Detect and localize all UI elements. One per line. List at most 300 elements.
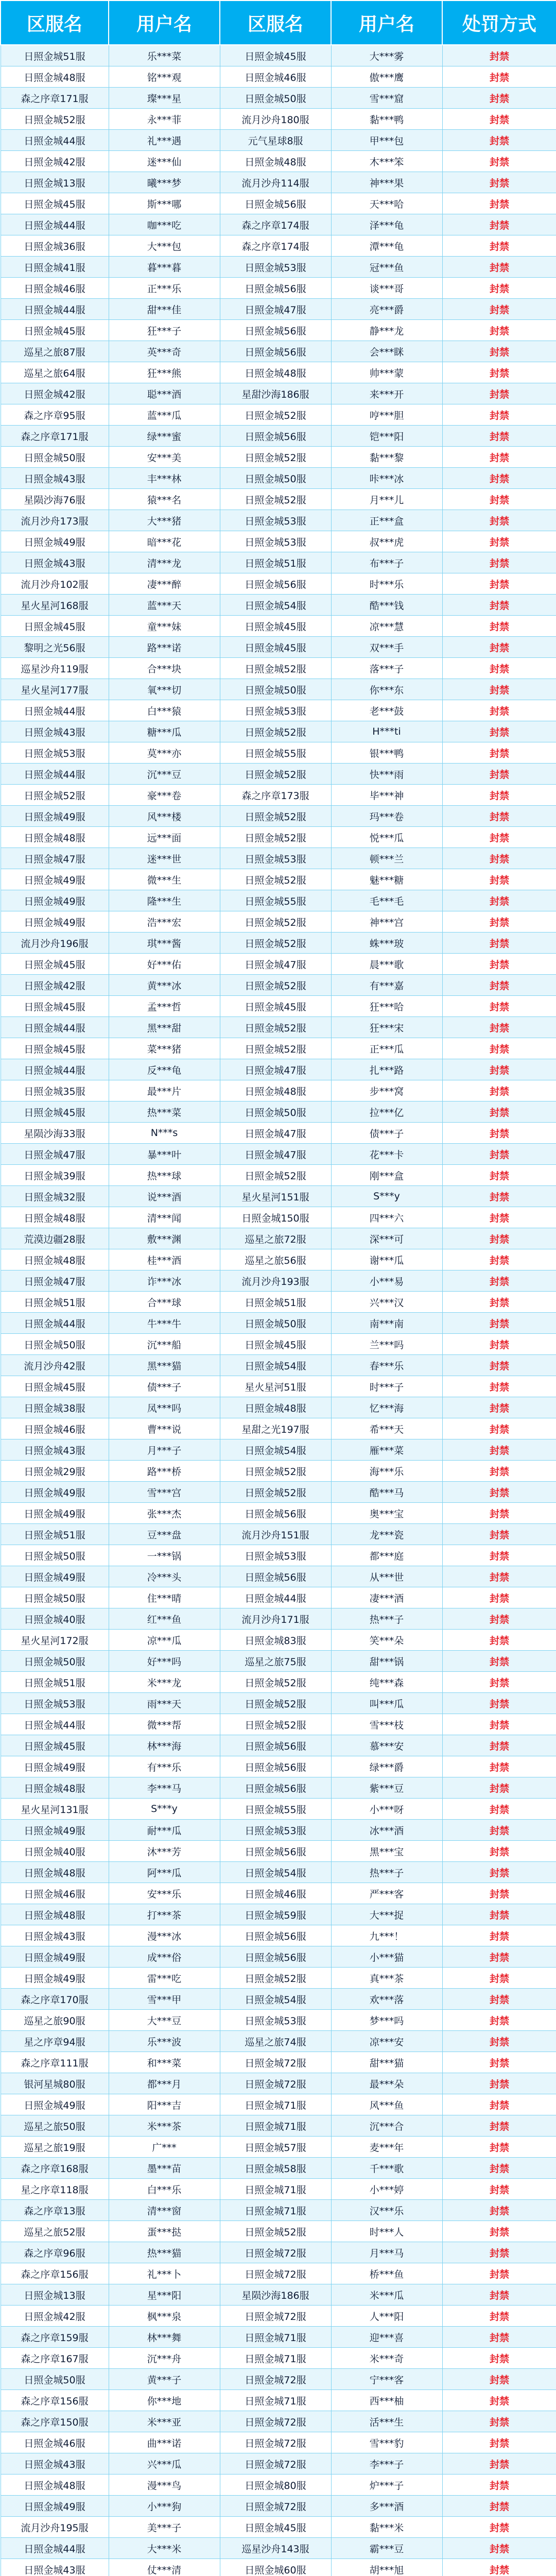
username-cell: 豆***盘 xyxy=(109,1524,220,1545)
penalty-cell: 封禁 xyxy=(442,1292,556,1313)
username-cell: 氧***切 xyxy=(109,679,220,700)
username-cell: N***s xyxy=(109,1123,220,1144)
username-cell: 神***宫 xyxy=(331,911,442,933)
server-name-cell: 日照金城150服 xyxy=(220,1207,331,1228)
table-row xyxy=(1,510,556,531)
username-cell: 蛛***玻 xyxy=(331,933,442,954)
penalty-cell: 封禁 xyxy=(442,1608,556,1630)
penalty-cell: 封禁 xyxy=(442,257,556,278)
server-name-cell: 日照金城52服 xyxy=(1,109,109,130)
server-name-cell: 巡星之旅19服 xyxy=(1,2137,109,2158)
username-cell: 小***婷 xyxy=(331,2179,442,2200)
username-cell: 大***猪 xyxy=(109,510,220,531)
penalty-cell: 封禁 xyxy=(442,2200,556,2221)
username-cell: 永***菲 xyxy=(109,109,220,130)
username-cell: 毛***毛 xyxy=(331,890,442,911)
username-cell: 漫***冰 xyxy=(109,1925,220,1946)
username-cell: 米***奇 xyxy=(331,2348,442,2369)
username-cell: 老***鼓 xyxy=(331,700,442,721)
server-name-cell: 森之序章170服 xyxy=(1,1989,109,2010)
username-cell: 银***鸭 xyxy=(331,742,442,764)
penalty-cell: 封禁 xyxy=(442,468,556,489)
table-row xyxy=(1,1799,556,1820)
username-cell: 李***马 xyxy=(109,1777,220,1799)
server-name-cell: 日照金城45服 xyxy=(1,1735,109,1756)
server-name-cell: 日照金城49服 xyxy=(1,890,109,911)
username-cell: 月***马 xyxy=(331,2242,442,2263)
server-name-cell: 日照金城45服 xyxy=(220,996,331,1017)
username-cell: 木***笨 xyxy=(331,151,442,172)
server-name-cell: 星火星河177服 xyxy=(1,679,109,700)
server-name-cell: 日照金城52服 xyxy=(220,1714,331,1735)
table-row xyxy=(1,1334,556,1355)
penalty-cell: 封禁 xyxy=(442,1968,556,1989)
penalty-cell: 封禁 xyxy=(442,1651,556,1672)
penalty-cell: 封禁 xyxy=(442,1418,556,1439)
username-cell: 忆***海 xyxy=(331,1397,442,1418)
server-name-cell: 日照金城52服 xyxy=(220,489,331,510)
penalty-cell: 封禁 xyxy=(442,1799,556,1820)
penalty-cell: 封禁 xyxy=(442,1101,556,1123)
penalty-cell: 封禁 xyxy=(442,1144,556,1165)
server-name-cell: 日照金城49服 xyxy=(1,1968,109,1989)
username-cell: 暗***花 xyxy=(109,531,220,552)
username-cell: 谈***哥 xyxy=(331,278,442,299)
penalty-cell: 封禁 xyxy=(442,2158,556,2179)
username-cell: 微***帮 xyxy=(109,1714,220,1735)
username-cell: 麦***年 xyxy=(331,2137,442,2158)
header-row xyxy=(1,1,556,45)
server-name-cell: 日照金城44服 xyxy=(1,2538,109,2559)
penalty-cell: 封禁 xyxy=(442,109,556,130)
username-cell: 广*** xyxy=(109,2137,220,2158)
server-name-cell: 日照金城53服 xyxy=(220,848,331,869)
server-name-cell: 日照金城47服 xyxy=(220,1059,331,1080)
server-name-cell: 日照金城46服 xyxy=(1,1883,109,1904)
username-cell: 凄***醉 xyxy=(109,573,220,595)
server-name-cell: 日照金城50服 xyxy=(1,1334,109,1355)
penalty-cell: 封禁 xyxy=(442,2432,556,2453)
server-name-cell: 日照金城56服 xyxy=(220,1841,331,1862)
table-row xyxy=(1,1714,556,1735)
table-row xyxy=(1,1608,556,1630)
penalty-cell: 封禁 xyxy=(442,2052,556,2073)
penalty-cell: 封禁 xyxy=(442,88,556,109)
server-name-cell: 日照金城72服 xyxy=(220,2496,331,2517)
username-cell: 哼***胆 xyxy=(331,404,442,426)
username-cell: 成***俗 xyxy=(109,1946,220,1968)
server-name-cell: 日照金城49服 xyxy=(1,1756,109,1777)
server-name-cell: 日照金城41服 xyxy=(1,257,109,278)
username-cell: 顿***兰 xyxy=(331,848,442,869)
penalty-cell: 封禁 xyxy=(442,1904,556,1925)
penalty-cell: 封禁 xyxy=(442,299,556,320)
username-cell: 谢***瓜 xyxy=(331,1249,442,1270)
table-row xyxy=(1,172,556,193)
server-name-cell: 日照金城71服 xyxy=(220,2327,331,2348)
server-name-cell: 日照金城53服 xyxy=(220,1545,331,1566)
server-name-cell: 日照金城51服 xyxy=(220,552,331,573)
username-cell: 欢***落 xyxy=(331,1989,442,2010)
username-cell: 绿***爵 xyxy=(331,1756,442,1777)
penalty-cell: 封禁 xyxy=(442,447,556,468)
server-name-cell: 日照金城52服 xyxy=(220,1038,331,1059)
username-cell: 礼***遇 xyxy=(109,130,220,151)
username-cell: 神***果 xyxy=(331,172,442,193)
table-row xyxy=(1,1777,556,1799)
server-name-cell: 森之序章159服 xyxy=(1,2327,109,2348)
server-name-cell: 日照金城32服 xyxy=(1,1186,109,1207)
username-cell: 微***生 xyxy=(109,869,220,890)
penalty-cell: 封禁 xyxy=(442,2263,556,2284)
username-cell: 迷***仙 xyxy=(109,151,220,172)
server-name-cell: 森之序章150服 xyxy=(1,2411,109,2432)
username-cell: 阿***瓜 xyxy=(109,1862,220,1883)
username-cell: 咖***吃 xyxy=(109,214,220,235)
username-cell: 大***包 xyxy=(109,235,220,257)
server-name-cell: 日照金城36服 xyxy=(1,235,109,257)
server-name-cell: 日照金城43服 xyxy=(1,721,109,742)
server-name-cell: 日照金城49服 xyxy=(1,1482,109,1503)
username-cell: 铠***阳 xyxy=(331,426,442,447)
table-row xyxy=(1,2475,556,2496)
server-name-cell: 巡星之旅90服 xyxy=(1,2010,109,2031)
username-cell: 和***菜 xyxy=(109,2052,220,2073)
penalty-cell: 封禁 xyxy=(442,2115,556,2137)
server-name-cell: 日照金城71服 xyxy=(220,2115,331,2137)
server-name-cell: 日照金城72服 xyxy=(220,2453,331,2475)
username-cell: 耐***瓜 xyxy=(109,1820,220,1841)
table-row xyxy=(1,1630,556,1651)
penalty-cell: 封禁 xyxy=(442,1841,556,1862)
username-cell: 凄***酒 xyxy=(331,1587,442,1608)
penalty-cell: 封禁 xyxy=(442,2073,556,2094)
server-name-cell: 日照金城45服 xyxy=(1,616,109,637)
penalty-cell: 封禁 xyxy=(442,2538,556,2559)
username-cell: 从***世 xyxy=(331,1566,442,1587)
penalty-cell: 封禁 xyxy=(442,1165,556,1186)
username-cell: 人***阳 xyxy=(331,2306,442,2327)
username-cell: 天***哈 xyxy=(331,193,442,214)
username-cell: 凤***吗 xyxy=(109,1397,220,1418)
server-name-cell: 流月沙舟102服 xyxy=(1,573,109,595)
username-cell: 热***子 xyxy=(331,1862,442,1883)
penalty-cell: 封禁 xyxy=(442,214,556,235)
server-name-cell: 日照金城44服 xyxy=(1,1017,109,1038)
server-name-cell: 日照金城52服 xyxy=(220,1165,331,1186)
penalty-cell: 封禁 xyxy=(442,827,556,848)
table-row xyxy=(1,2496,556,2517)
username-cell: 猿***名 xyxy=(109,489,220,510)
table-row xyxy=(1,616,556,637)
server-name-cell: 日照金城47服 xyxy=(1,848,109,869)
penalty-cell: 封禁 xyxy=(442,1397,556,1418)
username-cell: 小***狗 xyxy=(109,2496,220,2517)
server-name-cell: 日照金城42服 xyxy=(1,151,109,172)
username-cell: 时***乐 xyxy=(331,573,442,595)
username-cell: 奥***宝 xyxy=(331,1503,442,1524)
table-row xyxy=(1,552,556,573)
table-row xyxy=(1,954,556,975)
server-name-cell: 日照金城42服 xyxy=(1,2306,109,2327)
table-row xyxy=(1,2538,556,2559)
penalty-cell: 封禁 xyxy=(442,658,556,679)
username-cell: 桂***酒 xyxy=(109,1249,220,1270)
username-cell: 冠***鱼 xyxy=(331,257,442,278)
server-name-cell: 日照金城71服 xyxy=(220,2179,331,2200)
username-cell: 好***佑 xyxy=(109,954,220,975)
username-cell: 深***可 xyxy=(331,1228,442,1249)
username-cell: 狂***宋 xyxy=(331,1017,442,1038)
table-row xyxy=(1,911,556,933)
table-row xyxy=(1,933,556,954)
table-row xyxy=(1,1017,556,1038)
username-cell: 星***阳 xyxy=(109,2284,220,2306)
penalty-cell: 封禁 xyxy=(442,510,556,531)
table-row xyxy=(1,531,556,552)
username-cell: 雨***天 xyxy=(109,1693,220,1714)
table-row xyxy=(1,383,556,404)
penalty-cell: 封禁 xyxy=(442,996,556,1017)
penalty-cell: 封禁 xyxy=(442,2411,556,2432)
server-name-cell: 日照金城59服 xyxy=(220,1904,331,1925)
username-cell: 凉***安 xyxy=(331,2031,442,2052)
table-row xyxy=(1,1123,556,1144)
server-name-cell: 巡星之旅64服 xyxy=(1,362,109,383)
table-row xyxy=(1,2453,556,2475)
username-cell: 严***客 xyxy=(331,1883,442,1904)
server-name-cell: 日照金城56服 xyxy=(220,1735,331,1756)
penalty-cell: 封禁 xyxy=(442,2348,556,2369)
username-cell: 蛋***挞 xyxy=(109,2221,220,2242)
server-name-cell: 巡星之旅74服 xyxy=(220,2031,331,2052)
username-cell: 曲***诺 xyxy=(109,2432,220,2453)
username-cell: 玛***卷 xyxy=(331,806,442,827)
server-name-cell: 日照金城52服 xyxy=(220,975,331,996)
server-name-cell: 日照金城56服 xyxy=(220,426,331,447)
username-cell: 曹***说 xyxy=(109,1418,220,1439)
server-name-cell: 流月沙舟196服 xyxy=(1,933,109,954)
username-cell: 白***猿 xyxy=(109,700,220,721)
penalty-cell: 封禁 xyxy=(442,172,556,193)
server-name-cell: 日照金城48服 xyxy=(1,1904,109,1925)
table-row xyxy=(1,1820,556,1841)
username-cell: 大***米 xyxy=(109,2538,220,2559)
header-server-name-2: 区服名 xyxy=(220,1,331,45)
table-row xyxy=(1,1059,556,1080)
server-name-cell: 星火星河168服 xyxy=(1,595,109,616)
server-name-cell: 日照金城45服 xyxy=(1,1038,109,1059)
server-name-cell: 日照金城56服 xyxy=(220,1777,331,1799)
table-row xyxy=(1,806,556,827)
penalty-cell: 封禁 xyxy=(442,1186,556,1207)
table-row xyxy=(1,109,556,130)
server-name-cell: 日照金城50服 xyxy=(1,1587,109,1608)
table-row xyxy=(1,2179,556,2200)
username-cell: 纯***森 xyxy=(331,1672,442,1693)
username-cell: 迷***世 xyxy=(109,848,220,869)
table-row xyxy=(1,489,556,510)
username-cell: 雪***甲 xyxy=(109,1989,220,2010)
username-cell: 清***闻 xyxy=(109,1207,220,1228)
server-name-cell: 日照金城55服 xyxy=(220,742,331,764)
table-row xyxy=(1,2221,556,2242)
username-cell: 清***龙 xyxy=(109,552,220,573)
username-cell: 沉***豆 xyxy=(109,764,220,785)
penalty-cell: 封禁 xyxy=(442,1017,556,1038)
penalty-cell: 封禁 xyxy=(442,679,556,700)
penalty-cell: 封禁 xyxy=(442,552,556,573)
penalty-cell: 封禁 xyxy=(442,341,556,362)
server-name-cell: 日照金城45服 xyxy=(220,2517,331,2538)
username-cell: 桥***鱼 xyxy=(331,2263,442,2284)
penalty-cell: 封禁 xyxy=(442,1059,556,1080)
table-row xyxy=(1,2242,556,2263)
server-name-cell: 日照金城72服 xyxy=(220,2073,331,2094)
username-cell: 黏***黎 xyxy=(331,447,442,468)
server-name-cell: 星之序章94服 xyxy=(1,2031,109,2052)
username-cell: 诈***冰 xyxy=(109,1270,220,1292)
server-name-cell: 巡星之旅87服 xyxy=(1,341,109,362)
server-name-cell: 日照金城43服 xyxy=(1,2453,109,2475)
server-name-cell: 星火星河131服 xyxy=(1,1799,109,1820)
server-name-cell: 日照金城44服 xyxy=(1,214,109,235)
server-name-cell: 森之序章167服 xyxy=(1,2348,109,2369)
username-cell: 黄***子 xyxy=(109,2369,220,2390)
server-name-cell: 日照金城56服 xyxy=(220,278,331,299)
penalty-cell: 封禁 xyxy=(442,2475,556,2496)
username-cell: 张***杰 xyxy=(109,1503,220,1524)
server-name-cell: 森之序章174服 xyxy=(220,235,331,257)
table-row xyxy=(1,2137,556,2158)
server-name-cell: 日照金城53服 xyxy=(220,1820,331,1841)
server-name-cell: 日照金城72服 xyxy=(220,2411,331,2432)
server-name-cell: 日照金城55服 xyxy=(220,1799,331,1820)
username-cell: 兴***汉 xyxy=(331,1292,442,1313)
username-cell: 风***楼 xyxy=(109,806,220,827)
table-row xyxy=(1,214,556,235)
table-row xyxy=(1,1418,556,1439)
penalty-cell: 封禁 xyxy=(442,235,556,257)
table-row xyxy=(1,130,556,151)
username-cell: 英***奇 xyxy=(109,341,220,362)
server-name-cell: 日照金城53服 xyxy=(220,510,331,531)
username-cell: 沉***舟 xyxy=(109,2348,220,2369)
table-row xyxy=(1,2390,556,2411)
table-row xyxy=(1,975,556,996)
username-cell: 雪***窟 xyxy=(331,88,442,109)
server-name-cell: 星火星河51服 xyxy=(220,1376,331,1397)
server-name-cell: 日照金城52服 xyxy=(220,1968,331,1989)
server-name-cell: 日照金城56服 xyxy=(220,573,331,595)
penalty-cell: 封禁 xyxy=(442,1334,556,1355)
server-name-cell: 日照金城43服 xyxy=(1,1925,109,1946)
username-cell: 咔***冰 xyxy=(331,468,442,489)
username-cell: 远***面 xyxy=(109,827,220,848)
username-cell: 甜***猫 xyxy=(331,2052,442,2073)
username-cell: 狂***子 xyxy=(109,320,220,341)
server-name-cell: 日照金城54服 xyxy=(220,1439,331,1461)
username-cell: 墨***苗 xyxy=(109,2158,220,2179)
penalty-cell: 封禁 xyxy=(442,911,556,933)
table-row xyxy=(1,2263,556,2284)
username-cell: 正***乐 xyxy=(109,278,220,299)
server-name-cell: 日照金城52服 xyxy=(220,933,331,954)
username-cell: 月***子 xyxy=(109,1439,220,1461)
username-cell: 琪***酱 xyxy=(109,933,220,954)
username-cell: 合***球 xyxy=(109,1292,220,1313)
server-name-cell: 日照金城44服 xyxy=(1,299,109,320)
penalty-cell: 封禁 xyxy=(442,2179,556,2200)
table-row xyxy=(1,1672,556,1693)
server-name-cell: 日照金城49服 xyxy=(1,1566,109,1587)
penalty-cell: 封禁 xyxy=(442,2369,556,2390)
username-cell: 打***茶 xyxy=(109,1904,220,1925)
table-row xyxy=(1,1566,556,1587)
server-name-cell: 星甜之光197服 xyxy=(220,1418,331,1439)
penalty-cell: 封禁 xyxy=(442,130,556,151)
penalty-cell: 封禁 xyxy=(442,489,556,510)
server-name-cell: 日照金城45服 xyxy=(220,1334,331,1355)
server-name-cell: 日照金城48服 xyxy=(1,1777,109,1799)
server-name-cell: 日照金城48服 xyxy=(220,151,331,172)
username-cell: 大***捉 xyxy=(331,1904,442,1925)
table-row xyxy=(1,2052,556,2073)
username-cell: 林***舞 xyxy=(109,2327,220,2348)
server-name-cell: 日照金城80服 xyxy=(220,2475,331,2496)
server-name-cell: 日照金城52服 xyxy=(220,1461,331,1482)
server-name-cell: 日照金城50服 xyxy=(220,88,331,109)
username-cell: 黏***米 xyxy=(331,2517,442,2538)
username-cell: 千***歌 xyxy=(331,2158,442,2179)
username-cell: 冷***头 xyxy=(109,1566,220,1587)
server-name-cell: 日照金城39服 xyxy=(1,1165,109,1186)
table-row xyxy=(1,2031,556,2052)
username-cell: 你***地 xyxy=(109,2390,220,2411)
username-cell: 路***诺 xyxy=(109,637,220,658)
table-row xyxy=(1,637,556,658)
username-cell: 反***龟 xyxy=(109,1059,220,1080)
server-name-cell: 巡星之旅72服 xyxy=(220,1228,331,1249)
server-name-cell: 日照金城48服 xyxy=(220,1080,331,1101)
server-name-cell: 日照金城13服 xyxy=(1,2284,109,2306)
penalty-cell: 封禁 xyxy=(442,1735,556,1756)
server-name-cell: 日照金城48服 xyxy=(1,1207,109,1228)
username-cell: 拉***亿 xyxy=(331,1101,442,1123)
username-cell: 最***朵 xyxy=(331,2073,442,2094)
username-cell: 笑***朵 xyxy=(331,1630,442,1651)
server-name-cell: 日照金城40服 xyxy=(1,1841,109,1862)
penalty-cell: 封禁 xyxy=(442,890,556,911)
server-name-cell: 日照金城57服 xyxy=(220,2137,331,2158)
server-name-cell: 日照金城45服 xyxy=(1,996,109,1017)
server-name-cell: 荒漠边疆28服 xyxy=(1,1228,109,1249)
penalty-cell: 封禁 xyxy=(442,1714,556,1735)
username-cell: 雁***菜 xyxy=(331,1439,442,1461)
server-name-cell: 流月沙舟42服 xyxy=(1,1355,109,1376)
username-cell: 活***生 xyxy=(331,2411,442,2432)
server-name-cell: 日照金城47服 xyxy=(220,1144,331,1165)
username-cell: 九***！ xyxy=(331,1925,442,1946)
penalty-cell: 封禁 xyxy=(442,1925,556,1946)
table-row xyxy=(1,1482,556,1503)
username-cell: 米***瓜 xyxy=(331,2284,442,2306)
server-name-cell: 森之序章156服 xyxy=(1,2263,109,2284)
server-name-cell: 日照金城50服 xyxy=(220,1101,331,1123)
penalty-cell: 封禁 xyxy=(442,426,556,447)
table-row xyxy=(1,764,556,785)
penalty-cell: 封禁 xyxy=(442,1376,556,1397)
